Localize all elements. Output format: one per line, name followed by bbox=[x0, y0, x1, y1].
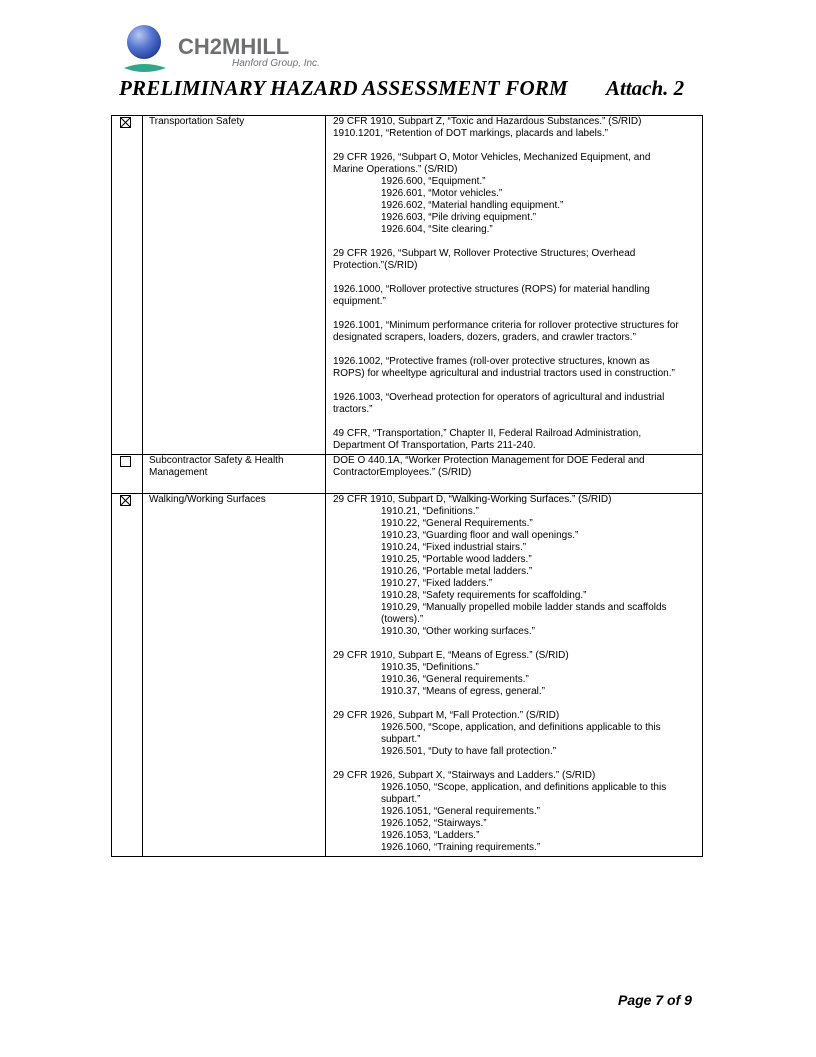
reference-line: 29 CFR 1926, Subpart M, “Fall Protection.” (S/RID) bbox=[333, 710, 560, 721]
reference-line: 1910.22, “General Requirements.” bbox=[381, 518, 533, 529]
reference-line: 1926.602, “Material handling equipment.” bbox=[381, 200, 564, 211]
hazard-category: Transportation Safety bbox=[143, 116, 326, 455]
reference-line: 1926.601, “Motor vehicles.” bbox=[381, 188, 503, 199]
regulatory-references bbox=[326, 494, 703, 857]
hazard-category: Walking/Working Surfaces bbox=[143, 494, 326, 857]
reference-line: 1910.24, “Fixed industrial stairs.” bbox=[381, 542, 527, 553]
company-name: CH2MHILL bbox=[178, 34, 290, 59]
reference-line: 1910.30, “Other working surfaces.” bbox=[381, 626, 535, 637]
hazard-table bbox=[111, 115, 703, 857]
reference-line: 1926.1060, “Training requirements.” bbox=[381, 842, 541, 853]
reference-line: 1910.21, “Definitions.” bbox=[381, 506, 479, 517]
checked-checkbox[interactable] bbox=[120, 117, 131, 128]
reference-line bbox=[333, 416, 698, 428]
reference-line: 29 CFR 1926, “Subpart O, Motor Vehicles, Mechanized Equipment, and bbox=[333, 152, 651, 163]
reference-line bbox=[333, 638, 698, 650]
reference-line bbox=[333, 479, 698, 491]
reference-line: 29 CFR 1926, “Subpart W, Rollover Protective Structures; Overhead bbox=[333, 248, 636, 259]
page-number: Page 7 of 9 bbox=[618, 992, 692, 1008]
reference-line: 1910.35, “Definitions.” bbox=[381, 662, 479, 673]
checked-checkbox[interactable] bbox=[120, 495, 131, 506]
reference-line: 29 CFR 1910, Subpart E, “Means of Egress.” (S/RID) bbox=[333, 650, 569, 661]
reference-line: 1910.25, “Portable wood ladders.” bbox=[381, 554, 532, 565]
reference-line bbox=[333, 308, 698, 320]
reference-line bbox=[333, 758, 698, 770]
reference-line: 1926.501, “Duty to have fall protection.” bbox=[381, 746, 557, 757]
checkbox-cell bbox=[112, 494, 143, 857]
reference-line bbox=[333, 380, 698, 392]
reference-line: (towers).” bbox=[381, 614, 424, 625]
reference-line: 1926.604, “Site clearing.” bbox=[381, 224, 493, 235]
reference-line bbox=[333, 698, 698, 710]
reference-line: 49 CFR, “Transportation,” Chapter II, Federal Railroad Administration, bbox=[333, 428, 642, 439]
reference-line: 1910.27, “Fixed ladders.” bbox=[381, 578, 493, 589]
hazard-row bbox=[112, 455, 703, 494]
reference-line: DOE O 440.1A, “Worker Protection Management for DOE Federal and bbox=[333, 455, 645, 466]
reference-line: 1926.500, “Scope, application, and definitions applicable to this bbox=[381, 722, 661, 733]
reference-line: 1910.23, “Guarding floor and wall openings.” bbox=[381, 530, 579, 541]
reference-line bbox=[333, 272, 698, 284]
unchecked-checkbox[interactable] bbox=[120, 456, 131, 467]
reference-line: 1910.28, “Safety requirements for scaffolding.” bbox=[381, 590, 587, 601]
reference-line bbox=[333, 140, 698, 152]
reference-line: 1926.1001, “Minimum performance criteria for rollover protective structures for bbox=[333, 320, 679, 331]
form-title: PRELIMINARY HAZARD ASSESSMENT FORM bbox=[119, 76, 568, 100]
reference-line: 1910.26, “Portable metal ladders.” bbox=[381, 566, 533, 577]
reference-line: 1926.1002, “Protective frames (roll-over protective structures, known as bbox=[333, 356, 650, 367]
reference-line: 1910.1201, “Retention of DOT markings, placards and labels.” bbox=[333, 128, 608, 139]
reference-line bbox=[333, 236, 698, 248]
reference-line: 1910.36, “General requirements.” bbox=[381, 674, 529, 685]
reference-line: Department Of Transportation, Parts 211-240. bbox=[333, 440, 536, 451]
reference-line: 29 CFR 1910, Subpart Z, “Toxic and Hazardous Substances.” (S/RID) bbox=[333, 116, 642, 127]
hazard-row bbox=[112, 116, 703, 455]
hazard-row bbox=[112, 494, 703, 857]
reference-line: equipment.” bbox=[333, 296, 386, 307]
reference-line: subpart.” bbox=[381, 794, 421, 805]
reference-line: 1910.29, “Manually propelled mobile ladder stands and scaffolds bbox=[381, 602, 667, 613]
reference-line: 1926.1050, “Scope, application, and definitions applicable to this bbox=[381, 782, 667, 793]
reference-line: 1926.600, “Equipment.” bbox=[381, 176, 486, 187]
reference-line: Marine Operations.” (S/RID) bbox=[333, 164, 458, 175]
reference-line: 1926.603, “Pile driving equipment.” bbox=[381, 212, 537, 223]
reference-line: ContractorEmployees.” (S/RID) bbox=[333, 467, 472, 478]
reference-line: 1926.1051, “General requirements.” bbox=[381, 806, 540, 817]
reference-line: 1910.37, “Means of egress, general.” bbox=[381, 686, 545, 697]
reference-line: tractors.” bbox=[333, 404, 373, 415]
reference-line: 1926.1053, “Ladders.” bbox=[381, 830, 480, 841]
reference-line: 29 CFR 1910, Subpart D, “Walking-Working Surfaces.” (S/RID) bbox=[333, 494, 612, 505]
company-subtitle: Hanford Group, Inc. bbox=[232, 58, 320, 69]
regulatory-references bbox=[326, 455, 703, 494]
attachment-label: Attach. 2 bbox=[606, 76, 685, 100]
reference-line: Protection.”(S/RID) bbox=[333, 260, 418, 271]
reference-line bbox=[333, 344, 698, 356]
reference-line: 29 CFR 1926, Subpart X, “Stairways and Ladders.” (S/RID) bbox=[333, 770, 596, 781]
reference-line: 1926.1000, “Rollover protective structures (ROPS) for material handling bbox=[333, 284, 650, 295]
checkbox-cell bbox=[112, 116, 143, 455]
hazard-category: Subcontractor Safety & Health Management bbox=[143, 455, 326, 494]
reference-line: subpart.” bbox=[381, 734, 421, 745]
reference-line: designated scrapers, loaders, dozers, graders, and crawler tractors.” bbox=[333, 332, 636, 343]
reference-line: 1926.1003, “Overhead protection for operators of agricultural and industrial bbox=[333, 392, 665, 403]
regulatory-references bbox=[326, 116, 703, 455]
reference-line: ROPS) for wheeltype agricultural and industrial tractors used in construction.” bbox=[333, 368, 675, 379]
reference-line: 1926.1052, “Stairways.” bbox=[381, 818, 487, 829]
checkbox-cell bbox=[112, 455, 143, 494]
